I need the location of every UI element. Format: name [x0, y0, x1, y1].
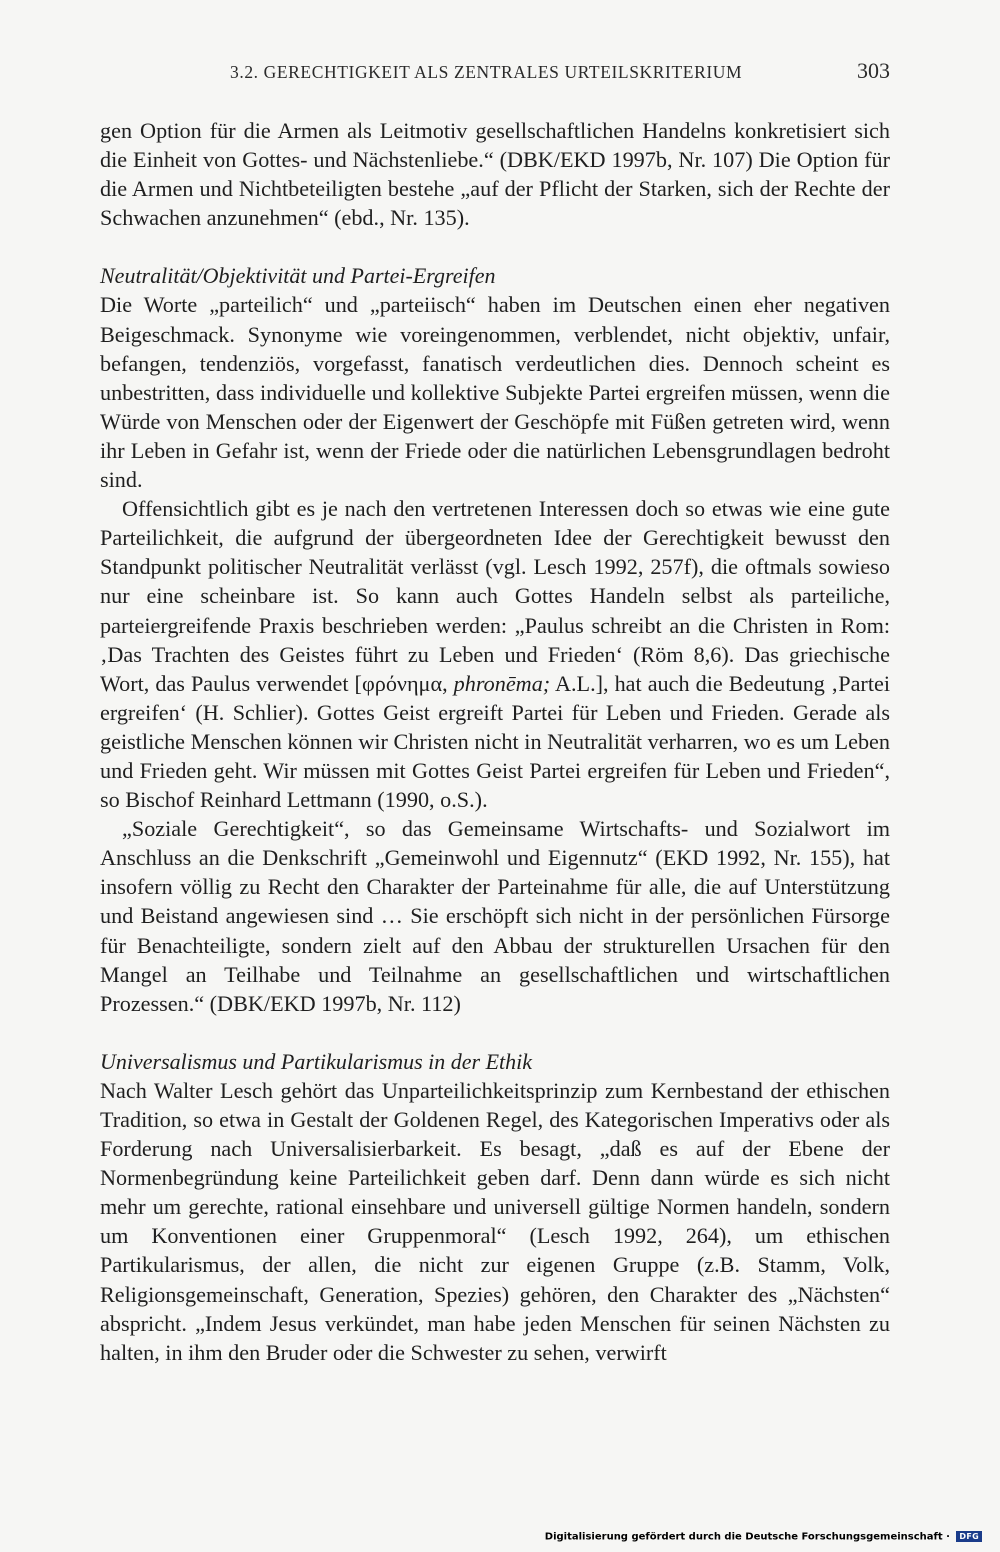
section-heading-universalismus: Universalismus und Partikularismus in der Ethik — [100, 1048, 533, 1074]
paragraph-3 — [100, 494, 890, 814]
section-heading-neutralitaet: Neutralität/Objektivität und Partei-Ergreifen — [100, 263, 496, 289]
section-gap — [100, 232, 890, 261]
paragraph-3-part-b: A.L.], hat auch die Bedeutung ‚Partei ergreifen‘ (H. Schlier). Gottes Geist ergreift Partei für Leben und Frieden. Gerade als geistliche Menschen können wir Christen nicht in Neutralität verharren, wo es um Leben und Frieden geht. Wir müssen mit Gottes Geist Partei ergreifen für Leben und Frieden“, so Bischof Reinhard Lettmann (1990, o.S.). — [100, 670, 891, 813]
page-header — [100, 60, 890, 90]
paragraph-3-part-a: Offensichtlich gibt es je nach den vertretenen Interessen doch so etwas wie eine gute Parteilichkeit, die aufgrund der übergeordneten Idee der Gerechtigkeit bewusst den Standpunkt politischer Neutralität verlässt (vgl. Lesch 1992, 257f), die oftmals sowieso nur eine scheinbare ist. So kann auch Gottes Handeln selbst als parteiliche, parteiergreifende Praxis beschrieben werden: „Paulus schreibt an die Christen in Rom: ‚Das Trachten des Geistes führt zu Leben und Frieden‘ (Röm 8,6). Das griechische Wort, das Paulus verwendet [φρόνημα, — [100, 496, 890, 696]
greek-transliteration: phronēma; — [453, 670, 551, 696]
paragraph-1: gen Option für die Armen als Leitmotiv gesellschaftlichen Handelns konkretisiert sich die Einheit von Gottes- und Nächstenliebe.“ (DBK/EKD 1997b, Nr. 107) Die Option für die Armen und Nichtbeteiligten bestehe „auf der Pflicht der Starken, sich der Rechte der Schwachen anzunehmen“ (ebd., Nr. 135). — [100, 118, 890, 231]
dfg-logo-icon: DFG — [956, 1531, 982, 1542]
page-number: 303 — [857, 58, 890, 83]
section-gap — [100, 1018, 890, 1047]
paragraph-5: Nach Walter Lesch gehört das Unparteilichkeitsprinzip zum Kernbestand der ethischen Tradition, so etwa in Gestalt der Goldenen Regel, des Kategorischen Imperativs oder als Forderung nach Universalisierbarkeit. Es besagt, „daß es auf der Ebene der Normenbegründung keine Parteilichkeit geben darf. Denn dann würde es sich nicht mehr um gerechte, rational einsehbare und universell gültige Normen handeln, sondern um Konventionen einer Gruppenmoral“ (Lesch 1992, 264), um ethischen Partikularismus, der allen, die nicht zur eigenen Gruppe (z.B. Stamm, Volk, Religionsgemeinschaft, Generation, Spezies) gehören, den Charakter des „Nächsten“ abspricht. „Indem Jesus verkündet, man habe jeden Menschen für seinen Nächsten zu halten, in ihm den Bruder oder die Schwester zu sehen, verwirft — [100, 1077, 890, 1365]
paragraph-4: „Soziale Gerechtigkeit“, so das Gemeinsame Wirtschafts- und Sozialwort im Anschluss an die Denkschrift „Gemeinwohl und Eigennutz“ (EKD 1992, Nr. 155), hat insofern völlig zu Recht den Charakter der Parteinahme für alle, die auf Unterstützung und Beistand angewiesen sind … Sie erschöpft sich nicht in der persönlichen Fürsorge für Benachteiligte, sondern zielt auf den Abbau der strukturellen Ursachen für den Mangel an Teilhabe und Teilnahme an gesellschaftlichen und wirtschaftlichen Prozessen.“ (DBK/EKD 1997b, Nr. 112) — [100, 816, 890, 1016]
footer-text: Digitalisierung gefördert durch die Deutsche Forschungsgemeinschaft · — [544, 1531, 954, 1542]
running-title: 3.2. GERECHTIGKEIT ALS ZENTRALES URTEILSKRITERIUM — [230, 62, 743, 82]
digitization-footer — [545, 1531, 982, 1543]
body-text — [100, 116, 890, 1367]
paragraph-2: Die Worte „parteilich“ und „parteiisch“ haben im Deutschen einen eher negativen Beigeschmack. Synonyme wie voreingenommen, verblendet, nicht objektiv, unfair, befangen, tendenziös, vorgefasst, fanatisch verdeutlichen dies. Dennoch scheint es unbestritten, dass individuelle und kollektive Subjekte Partei ergreifen müssen, wenn die Würde von Menschen oder der Eigenwert der Geschöpfe mit Füßen getreten wird, wenn ihr Leben in Gefahr ist, wenn der Friede oder die natürlichen Lebensgrundlagen bedroht sind. — [100, 292, 890, 493]
